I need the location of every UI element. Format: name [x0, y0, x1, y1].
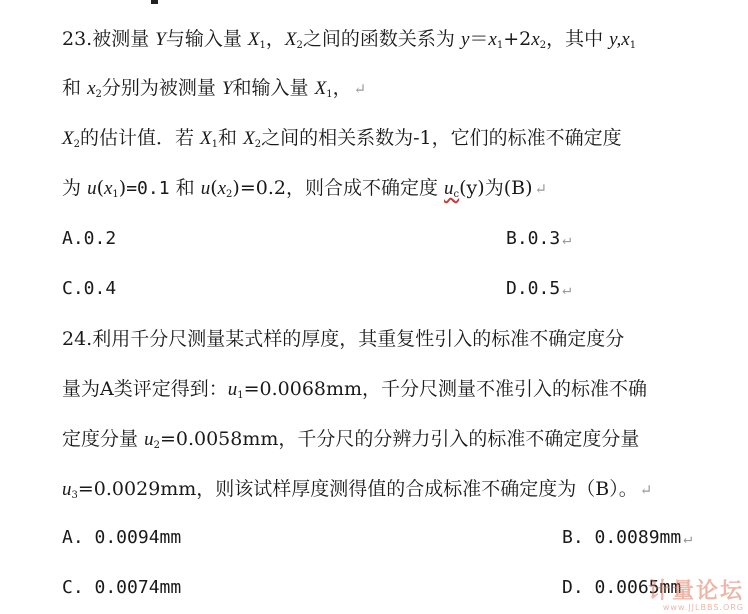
return-mark-icon: ↵ [562, 280, 572, 298]
q23-line-4: 为 $u(x_1)=0.1$ 和 $u(x_2)=0.2$，则合成不确定度 $u_c(y)$为(B) ↵ [62, 177, 548, 200]
q23-option-a: A.0.2 [62, 228, 117, 249]
q24-line-1: 24.利用千分尺测量某式样的厚度，其重复性引入的标准不确定度分 [62, 328, 625, 350]
q23-option-b: B.0.3 ↵ [506, 228, 572, 249]
return-mark-icon: ↵ [562, 230, 572, 248]
q24-line-2: 量为A类评定得到：$u_1=0.0068mm$，千分尺测量不准引入的标准不确 [62, 378, 648, 401]
q23-line-1: 23.被测量 Y与输入量 $X_1$，$X_2$之间的函数关系为 $y=x_1+2x_2$，其中 $y,x_1$ [62, 28, 637, 51]
q23-number: 23. [62, 28, 93, 50]
watermark-logo: 计量论坛 www.JJLBBS.ORG [647, 579, 744, 612]
q24-option-c: C. 0.0074mm [62, 577, 182, 598]
q23-option-c: C.0.4 [62, 278, 117, 299]
q24-option-a: A. 0.0094mm [62, 527, 182, 548]
q24-option-d: D. 0.0065mm [562, 577, 682, 598]
return-mark-icon: ↵ [534, 180, 548, 198]
q24-option-b: B. 0.0089mm ↵ [562, 527, 693, 548]
return-mark-icon: ↵ [353, 80, 367, 98]
q24-line-4: $u_3=0.0029mm$，则该试样厚度测得值的合成标准不确定度为（B）。 ↵ [62, 478, 653, 501]
return-mark-icon: ↵ [683, 529, 693, 547]
return-mark-icon: ↵ [639, 481, 653, 499]
uc-symbol: $u_c$ [444, 178, 460, 200]
q24-line-3: 定度分量 $u_2=0.0058mm$，千分尺的分辨力引入的标准不确定度分量 [62, 428, 640, 451]
top-crop-mark [151, 0, 158, 4]
q23-line-2: 和 $x_2$分别为被测量 Y和输入量 $X_1$， ↵ [62, 77, 367, 100]
q23-option-d: D.0.5 ↵ [506, 278, 572, 299]
q23-line-3: $X_2$的估计值．若 $X_1$和 $X_2$之间的相关系数为-1，它们的标准不确定度 [62, 127, 622, 150]
